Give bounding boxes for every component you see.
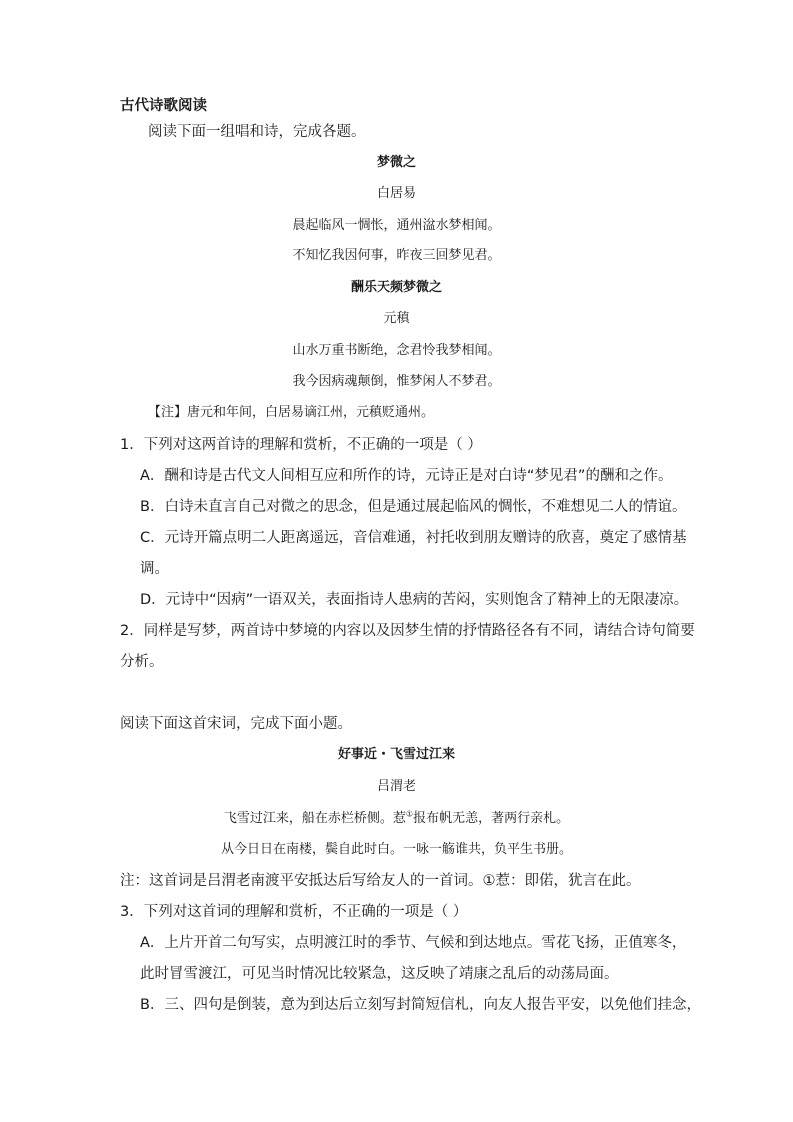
question-3-option-a-cont: 此时冒雪渡江，可见当时情况比较紧急，这反映了靖康之乱后的动荡局面。 [140,966,619,982]
question-1-option-b: B．白诗未直言自己对微之的思念，但是通过展起临风的惆怅，不难想见二人的情谊。 [140,499,687,515]
ci-title: 好事近・飞雪过江来 [337,747,455,762]
poem1-line-2: 不知忆我因何事，昨夜三回梦见君。 [292,248,501,263]
question-1-option-a: A．酬和诗是古代文人间相互应和所作的诗，元诗正是对白诗“梦见君”的酬和之作。 [140,468,673,484]
ci-author: 吕渭老 [376,779,416,794]
poem2-author: 元稹 [383,311,410,326]
ci-line-1-part-2: 报布帆无恙，著两行亲札。 [413,811,570,826]
poem1-title: 梦微之 [376,155,416,170]
poem2-line-2: 我今因病魂颠倒，惟梦闲人不梦君。 [292,374,501,389]
ci-line-2: 从今日日在南楼，鬓自此时白。一咏一觞谁共，负平生书册。 [220,842,572,857]
poem-note: 【注】唐元和年间，白居易谪江州，元稹贬通州。 [148,405,435,420]
question-3-option-a: A．上片开首二句写实，点明渡江时的季节、气候和到达地点。雪花飞扬，正值寒冬， [140,935,687,951]
question-3-stem: 3．下列对这首词的理解和赏析，不正确的一项是（ ） [120,904,468,920]
question-1-option-c-cont: 调。 [140,561,169,577]
question-2-line-1: 2．同样是写梦，两首诗中梦境的内容以及因梦生情的抒情路径各有不同，请结合诗句简要 [120,623,695,639]
poem1-author: 白居易 [376,186,416,201]
ci-note: 注：这首词是吕渭老南渡平安抵达后写给友人的一首词。①惹：即偌，犹言在此。 [120,873,641,889]
ci-line-1-part-1: 飞雪过江来，船在赤栏桥侧。惹 [223,811,406,826]
question-3-option-b: B．三、四句是倒装，意为到达后立刻写封简短信札，向友人报告平安，以免他们挂念， [140,997,701,1013]
instruction-2: 阅读下面这首宋词，完成下面小题。 [120,716,352,732]
instruction-1: 阅读下面一组唱和诗，完成各题。 [148,124,366,140]
poem2-title: 酬乐天频梦微之 [350,280,442,295]
ci-line-1 [0,809,793,829]
poem2-line-1: 山水万重书断绝，念君怜我梦相闻。 [292,343,501,358]
section-heading: 古代诗歌阅读 [120,98,207,114]
question-1-stem: 1．下列对这两首诗的理解和赏析，不正确的一项是（ ） [120,437,482,453]
question-1-option-d: D．元诗中“因病”一语双关，表面指诗人患病的苦闷，实则饱含了精神上的无限凄凉。 [140,592,689,608]
question-1-option-c: C．元诗开篇点明二人距离遥远，音信难通，衬托收到朋友赠诗的欣喜，奠定了感情基 [140,530,687,546]
footnote-marker: ① [405,809,414,819]
poem1-line-1: 晨起临风一惆怅，通州湓水梦相闻。 [292,218,501,233]
question-2-line-2: 分析。 [120,654,164,670]
